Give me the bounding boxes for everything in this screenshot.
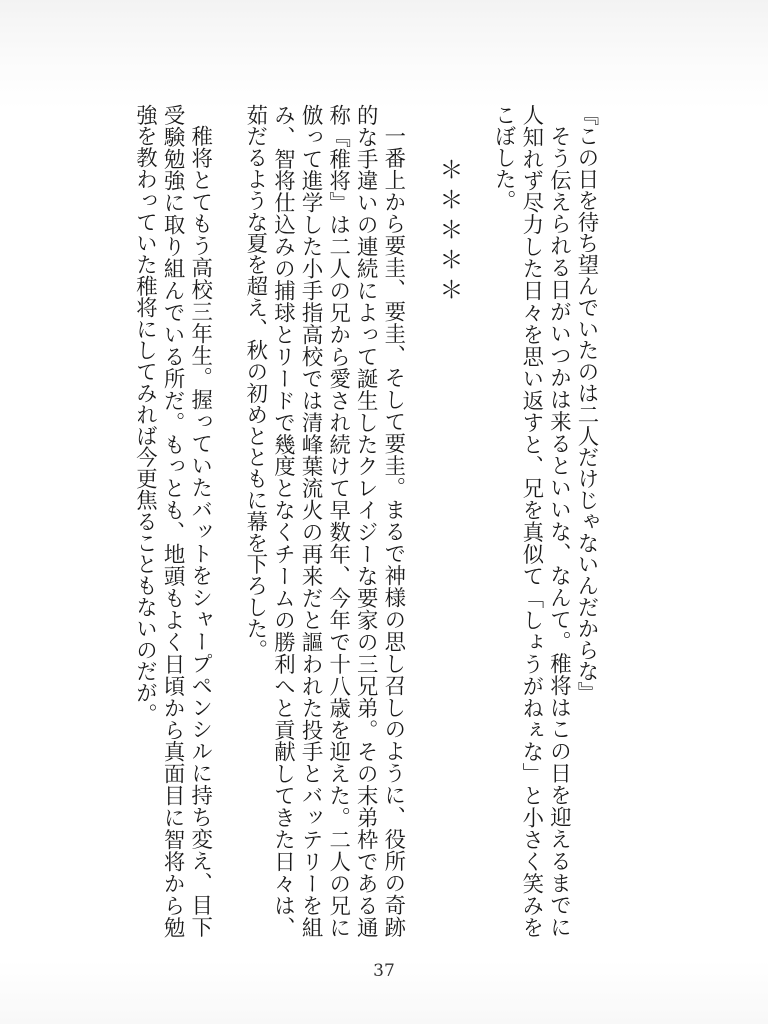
section-break: ＊＊＊＊＊ bbox=[435, 156, 464, 307]
page-number: 37 bbox=[373, 961, 395, 981]
blank-line bbox=[462, 104, 490, 938]
paragraph: 一番上から要圭、要圭、そして要圭。まるで神様の思し召しのように、役所の奇跡的な手違いの連続によって誕生したクレイジーな要家の三兄弟。その末弟枠である通称『稚将』は二人の兄から愛され続けて早数年、今年で十八歳を迎えた。二人の兄に倣って進学した小手指高校では清峰葉流火の再来だと謳われた投手とバッテリーを組み、智将仕込みの捕球とリードで幾度となくチームの勝利へと貢献してきた日々は、茹だるような夏を超え、秋の初めとともに幕を下ろした。 bbox=[242, 104, 406, 938]
paragraph: 稚将とてもう高校三年生。握っていたバットをシャープペンシルに持ち変え、目下受験勉強に取り組んでいる所だ。もっとも、地頭もよく日頃から真面目に智将から勉強を教わっていた稚将にしてみれば今更焦ることもないのだが。 bbox=[132, 104, 213, 938]
blank-line bbox=[214, 104, 242, 938]
blank-line bbox=[407, 104, 435, 938]
paragraph: そう伝えられる日がいつかは来るといいな、なんて。稚将はこの日を迎えるまでに人知れず尽力した日々を思い返すと、兄を真似て「しょうがねぇな」と小さく笑みをこぼした。 bbox=[491, 104, 572, 938]
novel-text-body bbox=[124, 104, 600, 938]
paragraph-quote: 『この日を待ち望んでいたのは二人だけじゃないんだからな』 bbox=[574, 104, 599, 704]
